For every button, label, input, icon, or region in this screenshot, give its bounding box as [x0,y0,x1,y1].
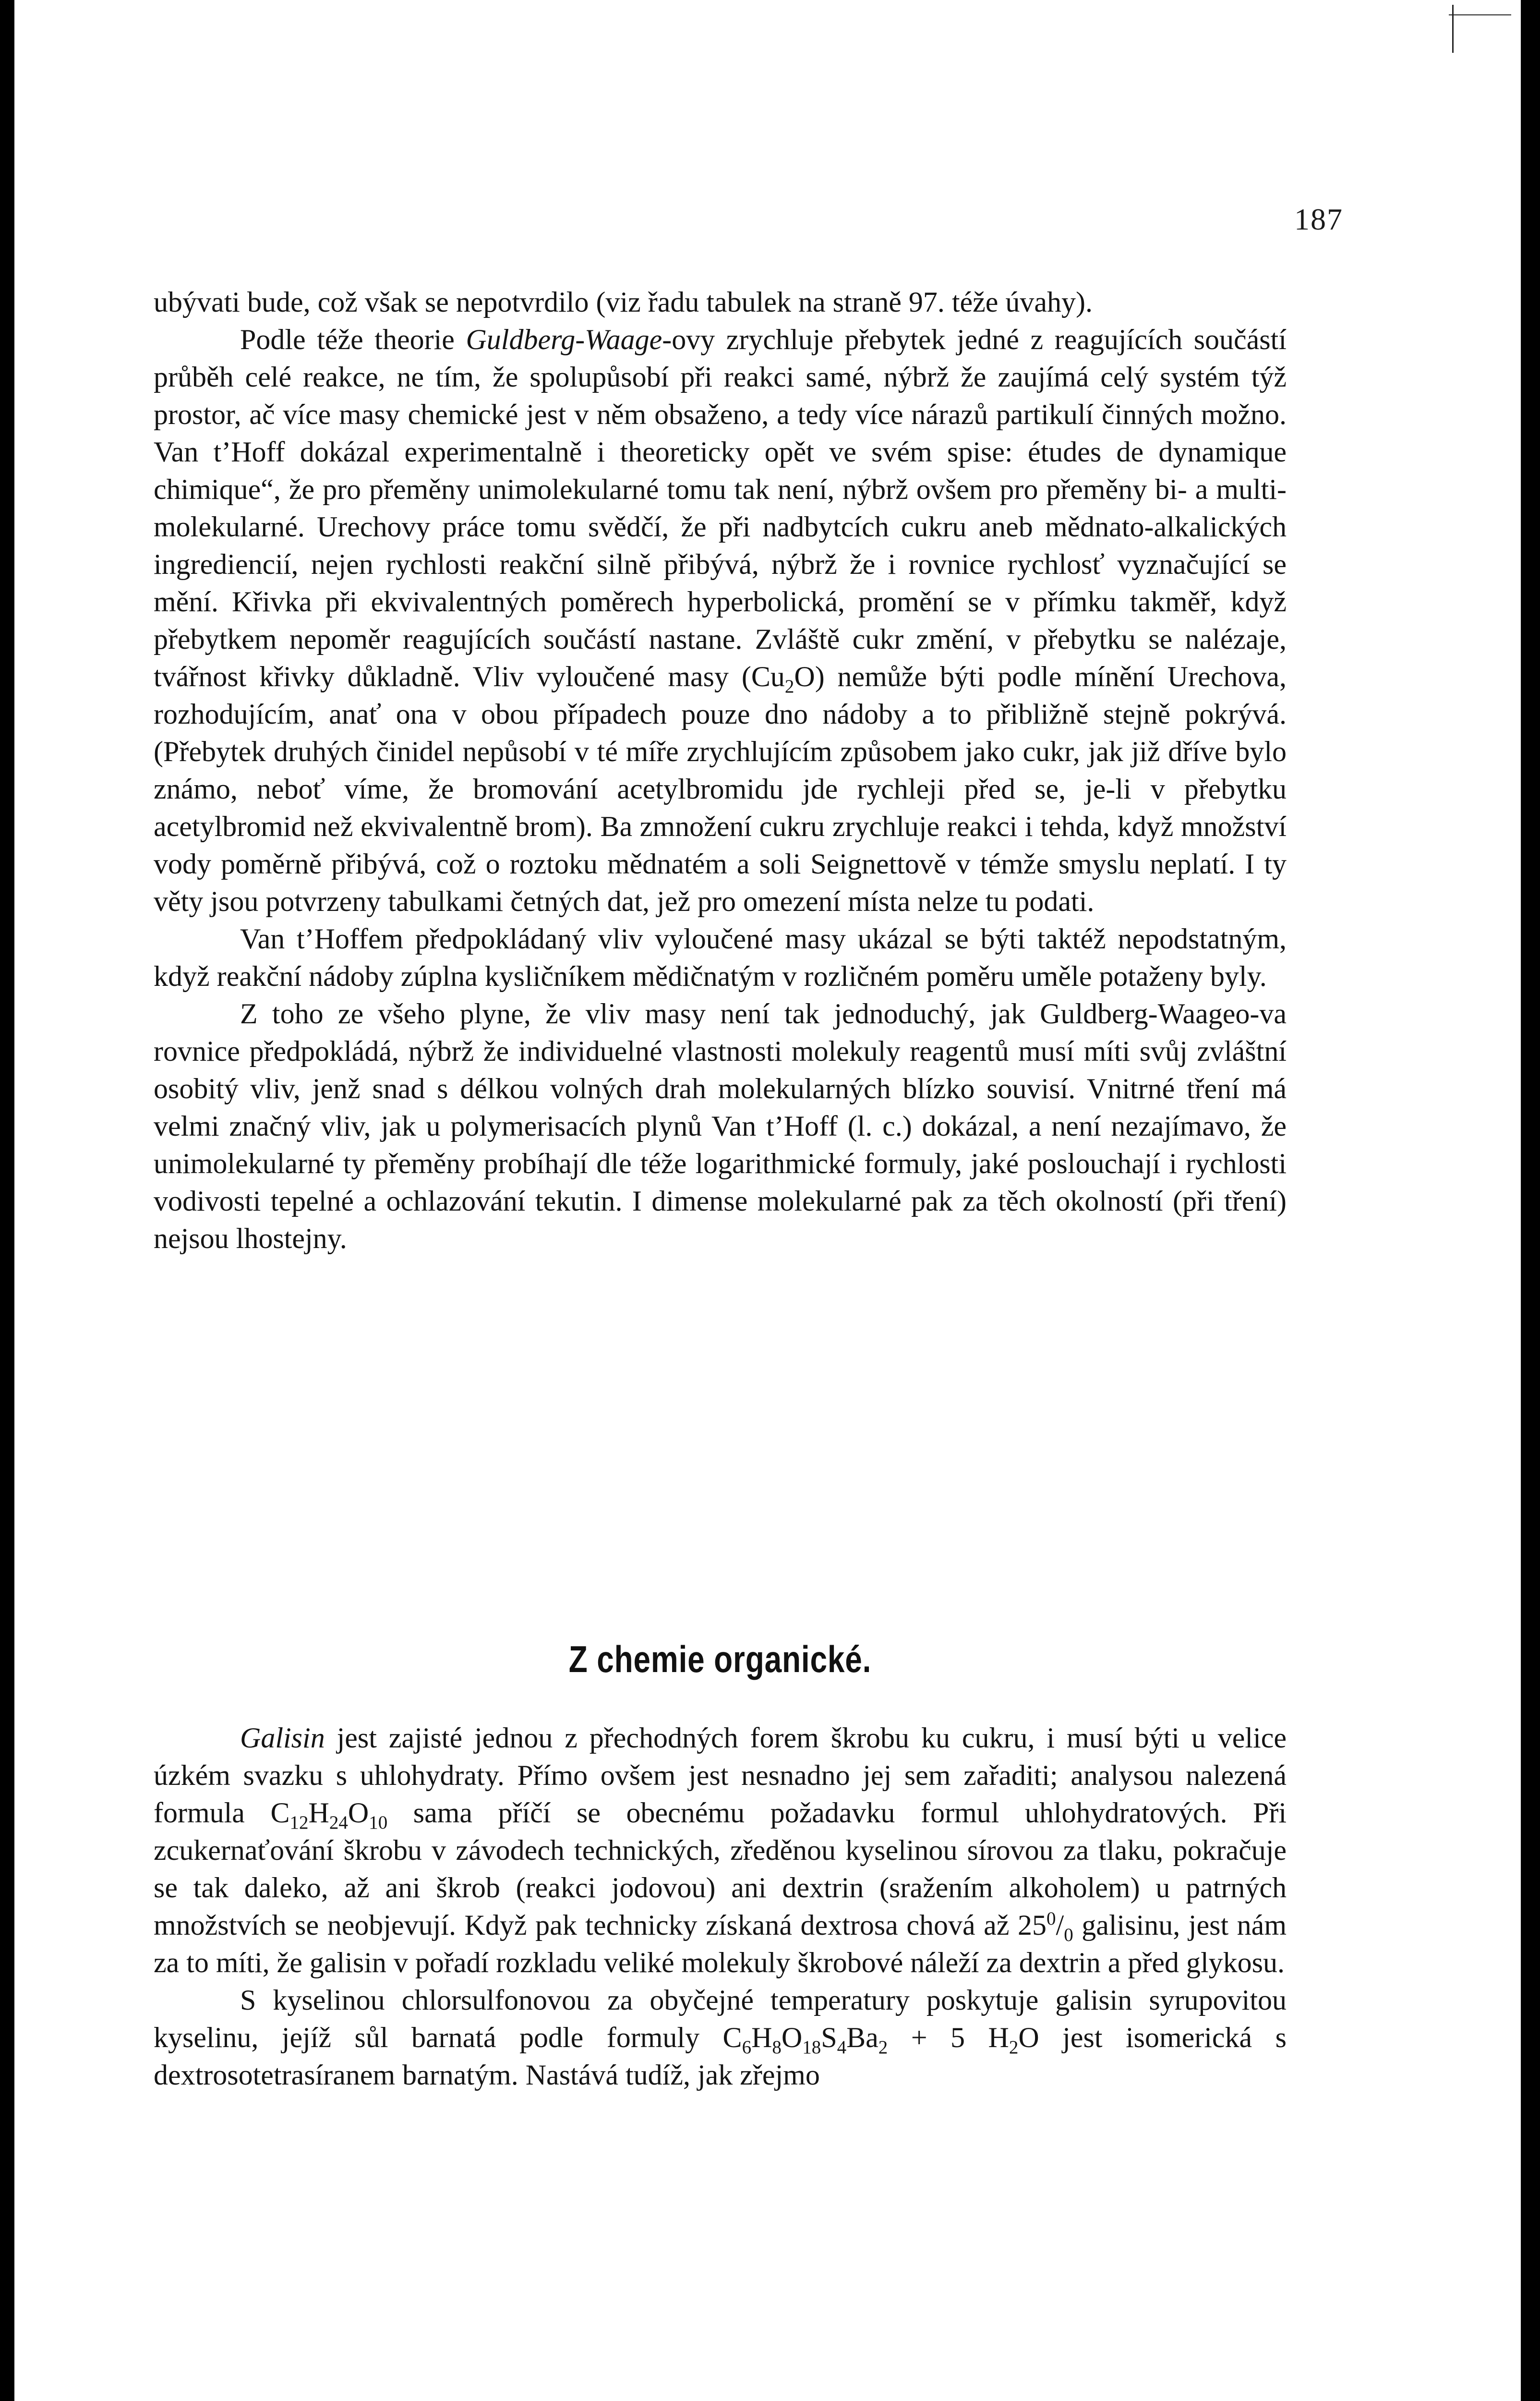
formula-subscript: 12 [289,1812,309,1833]
formula-subscript: 2 [784,676,794,697]
formula-subscript: 2 [1009,2037,1019,2058]
percent-slash: / [1056,1909,1064,1941]
text-run: galisinu, jest nám za to míti, že galisin v pořadí rozkladu veliké molekuly škrobové náleží za dextrin a před glykosu. [154,1909,1287,1978]
formula-part: O [1018,2022,1039,2053]
author-name: Guldberg-Waage [466,324,662,355]
formula-part: H [751,2022,772,2053]
formula-part: Ba [846,2022,878,2053]
formula-part: O [348,1797,369,1829]
percent-sub: 0 [1064,1925,1073,1945]
formula-subscript: 2 [878,2037,888,2058]
formula-part: H [308,1797,329,1829]
formula-subscript: 8 [772,2037,782,2058]
main-section [154,283,1287,1257]
formula-part: O [781,2022,803,2053]
paragraph-galisin [154,1719,1287,1981]
paragraph-continuation: ubývati bude, což však se nepotvrdilo (viz řadu tabulek na straně 97. téže úvahy). [154,286,1093,318]
formula-subscript: 18 [802,2037,821,2058]
text-run: sama příčí se obecnému požadavku formul uhlohydratových. Při zcukernaťování škrobu v závodech technických, zředěnou kyselinou sírovou za tlaku, pokračuje se tak daleko, až ani škrob (reakci jodovou) ani dextrin (sražením alkoholem) u patrných množstvích se neobjevují. Když pak technicky získaná dextrosa chová až 25 [154,1797,1287,1941]
organic-section [154,1719,1287,2094]
formula-part: O [794,661,815,692]
paragraph-vant-hoff: Van t’Hoffem předpokládaný vliv vyloučené masy ukázal se býti taktéž nepodstatným, když reakční nádoby zúplna kysličníkem mědičnatým v rozličném poměru uměle potaženy byly. [154,923,1287,992]
chemical-formula [270,1797,388,1833]
term-galisin: Galisin [240,1722,325,1754]
formula-part: S [821,2022,837,2053]
scan-edge-mark [1449,14,1511,15]
text-run: -ovy zrychluje přebytek jedné z reagujících součástí průběh celé reakce, ne tím, že spolupůsobí při reakci samé, nýbrž že zaujímá celý systém týž prostor, ač více masy chemické jest v něm obsaženo, a tedy více nárazů partikulí činných možno. Van t’Hoff dokázal experimentalně i theoreticky opět ve svém spise: études de dynamique chimique“, že pro přeměny unimolekularné tomu tak není, nýbrž ovšem pro přeměny bi- a multi-molekularné. Urechovy práce tomu svědčí, že při nadbytcích cukru aneb mědnato-alkalických ingrediencií, nejen rychlosti reakční silně přibývá, nýbrž že i rovnice rychlosť vyznačující se mění. Křivka při ekvivalentných poměrech hyperbolická, promění se v přímku takměř, když přebytkem nepoměr reagujících součástí nastane. Zvláště cukr změní, v přebytku se nalézaje, tvářnost křivky důkladně. Vliv vyloučené masy ( [154,324,1287,692]
paragraph-conclusion: Z toho ze všeho plyne, že vliv masy není tak jednoduchý, jak Guldberg-Waageo-va rovnice předpokládá, nýbrž že individuelné vlastnosti molekuly reagentů musí míti svůj zvláštní osobitý vliv, jenž snad s délkou volných drah molekularných blízko souvisí. Vnitrné tření má velmi značný vliv, jak u polymerisacích plynů Van t’Hoff (l. c.) dokázal, a není nezajímavo, že unimolekularné ty přeměny probíhají dle téže logarithmické formuly, jaké poslouchají i rychlosti vodivosti tepelné a ochlazování tekutin. I dimense molekularné pak za těch okolností (při tření) nejsou lhostejny. [154,998,1287,1254]
document-page [14,0,1526,2401]
percent-sup: 0 [1047,1908,1056,1929]
scan-edge-mark-vertical [1452,5,1454,53]
text-run: ) nemůže býti podle mínění Urechova, rozhodujícím, anať ona v obou případech pouze dno nádoby a to přibližně stejně pokrývá. (Přebytek druhých činidel nepůsobí v té míře zrychlujícím způsobem jako cukr, jak již dříve bylo známo, neboť víme, že bromování acetylbromidu jde rychleji před se, je-li v přebytku acetylbromid než ekvivalentně brom). Ba zmnožení cukru zrychluje reakci i tehda, když množství vody poměrně přibývá, což o roztoku mědnatém a soli Seignettově v témže smyslu neplatí. I ty věty jsou potvrzeny tabulkami četných dat, jež pro omezení místa nelze tu podati. [154,661,1287,917]
formula-part: Cu [751,661,785,692]
paragraph-chlorsulfonic [154,1981,1287,2094]
section-heading: Z chemie organické. [568,1638,872,1680]
formula-subscript: 10 [369,1812,388,1833]
chemical-formula [722,2022,1039,2058]
formula-subscript: 4 [837,2037,847,2058]
text-run: S kyselinou chlorsulfonovou za obyčejné temperatury poskytuje galisin syrupovitou kyselinu, jejíž sůl barnatá podle formuly [154,1984,1287,2053]
formula-part: H [988,2022,1009,2053]
chemical-formula [751,661,815,697]
text-run: jest isomerická s dextrosotetrasíranem barnatým. Nastává tudíž, jak zřejmo [154,2022,1287,2091]
text-run: Podle téže theorie [240,324,466,355]
formula-subscript: 24 [329,1812,348,1833]
formula-subscript: 6 [742,2037,752,2058]
page-number: 187 [1294,202,1343,236]
formula-plus: + 5 [888,2022,988,2053]
formula-part: C [270,1797,290,1829]
scan-border [1521,0,1540,2401]
percent-sign [1047,1908,1073,1945]
text-run: jest zajisté jednou z přechodných forem škrobu ku cukru, i musí býti u velice úzkém svazku s uhlohydraty. Přímo ovšem jest nesnadno jej sem zařaditi; analysou nalezená formula [154,1722,1287,1829]
paragraph-guldberg-waage [154,321,1287,920]
formula-part: C [722,2022,742,2053]
